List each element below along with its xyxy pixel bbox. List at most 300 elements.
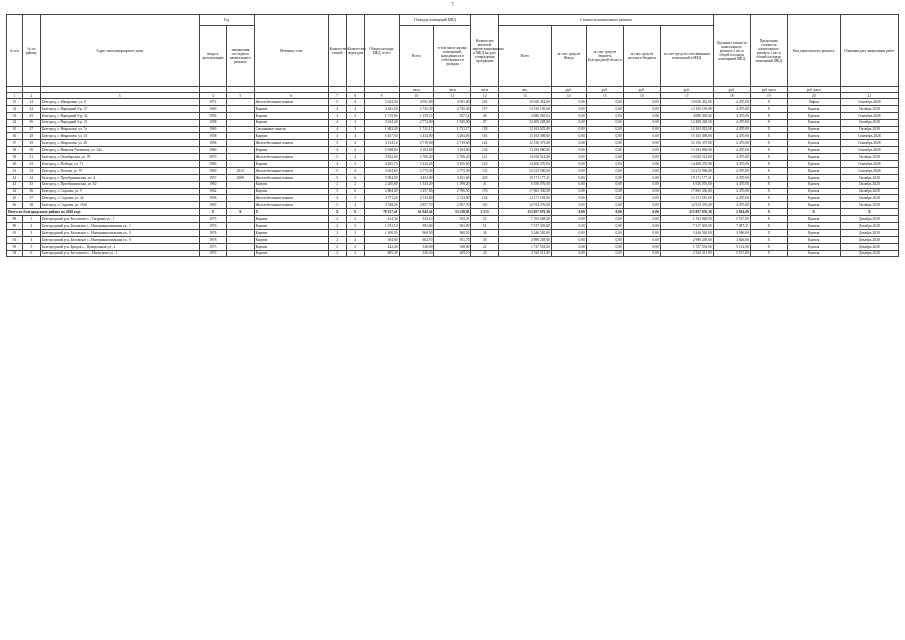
- table-cell: 3: [346, 161, 364, 168]
- table-cell: 4 470,00: [713, 112, 750, 119]
- table-cell: 4 470,00: [713, 195, 750, 202]
- column-number: 17: [660, 93, 713, 99]
- table-cell: Х: [750, 188, 787, 195]
- table-cell: 4 470,00: [713, 167, 750, 174]
- table-cell: Октябрь 2028: [840, 202, 898, 209]
- table-cell: Х: [750, 223, 787, 230]
- table-cell: Кровля: [787, 119, 840, 126]
- table-cell: 4: [328, 119, 346, 126]
- table-cell: 0,00: [586, 140, 623, 147]
- table-cell: 0,00: [623, 243, 660, 250]
- table-cell: Х: [750, 181, 787, 188]
- table-cell: 4: [328, 147, 346, 154]
- table-row: [7, 99, 899, 106]
- table-cell: 0,00: [551, 105, 586, 112]
- table-cell: 4: [328, 126, 346, 133]
- table-cell: 0,00: [623, 154, 660, 161]
- table-cell: 132: [471, 167, 499, 174]
- table-cell: 1 727 554,00: [660, 243, 713, 250]
- table-cell: 35: [22, 181, 40, 188]
- table-cell: Кирпич: [254, 216, 328, 223]
- table-cell: 3 586,00: [713, 229, 750, 236]
- table-cell: 5 457,50: [364, 133, 399, 140]
- table-cell: Белгород, г. Народный б-р, 31: [40, 119, 199, 126]
- table-cell: 1960: [199, 161, 227, 168]
- table-cell: Сентябрь 2028: [840, 112, 898, 119]
- table-cell: 0,00: [551, 119, 586, 126]
- table-cell: 563,80: [434, 223, 471, 230]
- table-cell: 78 157,41: [364, 209, 399, 216]
- header-year-built: ввода в эксплуатацию: [199, 26, 227, 87]
- table-cell: 2 857,70: [399, 202, 434, 209]
- table-cell: 41: [7, 167, 23, 174]
- header-deadline: Плановая дата завершения работ: [840, 15, 898, 87]
- table-cell: Белгород, г. Некрасова, ул. 7а: [40, 126, 199, 133]
- column-number: 9: [364, 93, 399, 99]
- table-cell: Х: [750, 133, 787, 140]
- table-cell: [227, 216, 255, 223]
- table-cell: 384,80: [364, 236, 399, 243]
- table-cell: 4 470,00: [713, 105, 750, 112]
- table-cell: Железобетонные панели: [254, 154, 328, 161]
- table-cell: 4 086 565,02: [498, 112, 551, 119]
- table-cell: 53 318,05: [434, 209, 471, 216]
- table-cell: 1958: [199, 119, 227, 126]
- table-cell: Х: [750, 154, 787, 161]
- table-cell: 4 470,00: [713, 202, 750, 209]
- table-cell: Белгородский р-н, Бессоново с., Гагарина ул., 1: [40, 216, 199, 223]
- table-cell: Х: [750, 140, 787, 147]
- table-cell: Х: [750, 209, 787, 216]
- table-cell: 44: [7, 188, 23, 195]
- table-cell: 4 470,00: [713, 140, 750, 147]
- table-cell: 14 634 514,00: [498, 154, 551, 161]
- table-cell: 116: [471, 202, 499, 209]
- table-cell: 3 548,20: [364, 202, 399, 209]
- table-cell: 5 537,00: [713, 250, 750, 257]
- table-row: [7, 195, 899, 202]
- table-cell: 1960: [199, 105, 227, 112]
- table-cell: 3 014,30: [364, 119, 399, 126]
- table-cell: 2 774,00: [399, 119, 434, 126]
- table-cell: Кирпич: [254, 188, 328, 195]
- table-cell: 3: [346, 195, 364, 202]
- table-cell: Кирпич: [254, 112, 328, 119]
- table-cell: 2 515: [471, 209, 499, 216]
- table-cell: Белгород, г. Садовая, ул. 42: [40, 195, 199, 202]
- table-cell: 7 317 303,00: [498, 223, 551, 230]
- table-cell: 0,00: [623, 140, 660, 147]
- table-cell: 2: [346, 216, 364, 223]
- table-cell: 30: [471, 236, 499, 243]
- table-cell: Х: [346, 209, 364, 216]
- table-cell: Белгородский р-н, Беловское с., Интернациональная ул., 1: [40, 223, 199, 230]
- header-year-group: Год: [199, 15, 254, 26]
- table-cell: Кровля: [787, 243, 840, 250]
- table-cell: Кирпич: [254, 250, 328, 257]
- table-cell: 1972: [199, 99, 227, 106]
- column-number: 14: [551, 93, 586, 99]
- table-cell: 12 171 181,00: [660, 195, 713, 202]
- table-cell: 1 159,10: [399, 112, 434, 119]
- table-cell: 0,00: [586, 223, 623, 230]
- table-cell: 32: [22, 161, 40, 168]
- table-cell: 1962: [199, 188, 227, 195]
- table-cell: Смешанные панели: [254, 126, 328, 133]
- table-cell: 4: [328, 161, 346, 168]
- table-cell: 0,00: [623, 126, 660, 133]
- table-cell: 36: [22, 188, 40, 195]
- table-cell: 0,00: [551, 236, 586, 243]
- header-max-cost: Предельная стоимость капитального ремонта 1 кв. м общей площади помещений МКД: [750, 15, 787, 87]
- table-row: [7, 236, 899, 243]
- table-cell: 0,00: [586, 216, 623, 223]
- table-cell: 0,00: [586, 99, 623, 106]
- table-cell: Кровля: [787, 105, 840, 112]
- table-cell: 4: [346, 99, 364, 106]
- column-number: 8: [346, 93, 364, 99]
- table-cell: 134: [471, 147, 499, 154]
- table-cell: Белгород, г. Народный б-р, 32: [40, 112, 199, 119]
- table-cell: 36: [7, 133, 23, 140]
- table-cell: 90: [7, 223, 23, 230]
- subtotal-row: [7, 209, 899, 216]
- table-cell: 1 072,10: [364, 223, 399, 230]
- table-cell: 2: [328, 216, 346, 223]
- table-cell: 1 763 028,00: [498, 216, 551, 223]
- table-cell: 1958: [199, 195, 227, 202]
- table-cell: 2 980 258,00: [660, 236, 713, 243]
- table-cell: 1975: [199, 216, 227, 223]
- table-cell: 3: [328, 112, 346, 119]
- table-cell: 3 812,80: [364, 154, 399, 161]
- table-cell: 15 165 398,00: [660, 133, 713, 140]
- table-cell: 2 745,30: [399, 105, 434, 112]
- table-cell: 12 914 376,00: [498, 202, 551, 209]
- table-cell: 0,00: [623, 167, 660, 174]
- table-cell: [227, 243, 255, 250]
- header-operator: Вид капитального ремонта: [787, 15, 840, 87]
- table-cell: [227, 229, 255, 236]
- column-number: 7: [328, 93, 346, 99]
- table-cell: 0,00: [586, 154, 623, 161]
- table-cell: 2 200,80: [364, 181, 399, 188]
- table-row: [7, 112, 899, 119]
- table-cell: [227, 236, 255, 243]
- header-total-area: Общая площадь МКД, всего: [364, 15, 399, 87]
- table-cell: 1: [22, 216, 40, 223]
- table-row: [7, 119, 899, 126]
- table-cell: 87: [471, 119, 499, 126]
- table-cell: Сентябрь 2028: [840, 161, 898, 168]
- unit-cell: чел.: [498, 87, 551, 93]
- table-cell: Кровля: [787, 181, 840, 188]
- table-cell: 2: [22, 223, 40, 230]
- table-cell: Железобетонные панели: [254, 195, 328, 202]
- table-cell: 4 625,50: [364, 105, 399, 112]
- table-cell: 36: [471, 229, 499, 236]
- table-cell: 4 205,70: [364, 161, 399, 168]
- table-cell: [227, 112, 255, 119]
- table-cell: Белгород, г. Макаренко, ул. 9: [40, 99, 199, 106]
- table-cell: 0,00: [551, 140, 586, 147]
- table-cell: 13 156 159,00: [660, 105, 713, 112]
- table-cell: 4 470,00: [713, 154, 750, 161]
- table-cell: 3 826,00: [713, 236, 750, 243]
- table-cell: [227, 105, 255, 112]
- table-cell: 2: [346, 243, 364, 250]
- unit-cell: руб.: [586, 87, 623, 93]
- column-number: 11: [434, 93, 471, 99]
- table-cell: Декабрь 2028: [840, 243, 898, 250]
- table-cell: 46: [471, 112, 499, 119]
- table-row: [7, 133, 899, 140]
- table-row: [7, 181, 899, 188]
- table-cell: 0,00: [623, 216, 660, 223]
- table-cell: Х: [750, 202, 787, 209]
- column-number: 13: [498, 93, 551, 99]
- table-cell: Белгород, г. Победы, ул. 71: [40, 161, 199, 168]
- table-cell: Кровля: [787, 112, 840, 119]
- table-cell: 12 163 025,00: [660, 126, 713, 133]
- unit-cell: руб./кв.м: [750, 87, 787, 93]
- table-cell: 92: [7, 236, 23, 243]
- table-cell: 1 763 028,00: [660, 216, 713, 223]
- table-cell: 0,00: [551, 216, 586, 223]
- table-cell: [227, 119, 255, 126]
- table-cell: 4: [346, 167, 364, 174]
- table-cell: 4: [328, 133, 346, 140]
- table-cell: 3 222,20: [399, 161, 434, 168]
- table-cell: 41: [471, 181, 499, 188]
- subtotal-label: Итого по Белгородскому району по 2028 году: [7, 209, 200, 216]
- unit-cell: кв.м: [434, 87, 471, 93]
- table-cell: 31: [7, 99, 23, 106]
- header-cost-owners: за счет средств собственников помещений в МКД: [660, 26, 713, 87]
- table-cell: Белгород, г. Преображенская, ул. 4: [40, 174, 199, 181]
- header-cost-regional: за счет средств бюджета Белгородской области: [586, 26, 623, 87]
- unit-cell: руб./кв.м: [787, 87, 840, 93]
- capital-repair-table: [6, 14, 899, 257]
- table-cell: 5 904,00: [364, 174, 399, 181]
- table-cell: 12 213 566,00: [660, 167, 713, 174]
- table-cell: 0,00: [623, 133, 660, 140]
- table-cell: 12 156 375,00: [660, 140, 713, 147]
- table-cell: 5: [22, 243, 40, 250]
- table-cell: 0,00: [586, 147, 623, 154]
- table-cell: 1959: [199, 202, 227, 209]
- table-cell: 26: [22, 119, 40, 126]
- table-row: [7, 216, 899, 223]
- header-area-group: Площадь помещений МКД: [399, 15, 471, 26]
- table-cell: 19 171 177,21: [498, 174, 551, 181]
- table-cell: Х: [750, 229, 787, 236]
- table-cell: 32: [7, 105, 23, 112]
- unit-cell: руб.: [623, 87, 660, 93]
- table-cell: 0,00: [586, 250, 623, 257]
- table-cell: Кровля: [787, 188, 840, 195]
- header-year-repair: завершения последнего капитального ремонта: [227, 26, 255, 87]
- table-cell: 4 086 565,02: [660, 112, 713, 119]
- table-cell: 414,30: [364, 216, 399, 223]
- table-cell: [227, 126, 255, 133]
- table-cell: 0,00: [623, 112, 660, 119]
- table-cell: 21: [471, 216, 499, 223]
- table-cell: 7 987,31: [713, 223, 750, 230]
- table-cell: 4: [346, 154, 364, 161]
- table-cell: 31: [22, 154, 40, 161]
- table-cell: 2 706,20: [434, 154, 471, 161]
- table-cell: [227, 188, 255, 195]
- table-cell: 157: [471, 105, 499, 112]
- table-cell: 4: [346, 133, 364, 140]
- table-cell: Декабрь 2028: [840, 216, 898, 223]
- table-cell: 17 865 336,00: [498, 188, 551, 195]
- table-cell: Кирпич: [254, 223, 328, 230]
- table-row: [7, 229, 899, 236]
- table-cell: 3: [22, 229, 40, 236]
- table-cell: 3 434,00: [399, 133, 434, 140]
- table-cell: 2 719,60: [434, 140, 471, 147]
- unit-cell: руб.: [551, 87, 586, 93]
- table-cell: Октябрь 2028: [840, 126, 898, 133]
- table-cell: 12 409 228,00: [498, 119, 551, 126]
- table-cell: Железобетонные панели: [254, 174, 328, 181]
- table-cell: Кровля: [787, 223, 840, 230]
- table-cell: 1970: [199, 154, 227, 161]
- table-cell: 2: [328, 236, 346, 243]
- table-cell: Белгород, г. Некрасова, ул. 15: [40, 133, 199, 140]
- table-cell: 0,00: [551, 112, 586, 119]
- table-cell: Кровля: [787, 133, 840, 140]
- table-cell: 0,00: [623, 188, 660, 195]
- header-cost-total: Всего: [498, 26, 551, 87]
- table-cell: Декабрь 2028: [840, 229, 898, 236]
- table-cell: 338,00: [434, 243, 471, 250]
- table-cell: Белгород, г. Преображенская, ул. 62: [40, 181, 199, 188]
- table-cell: Х: [227, 209, 255, 216]
- table-cell: Октябрь 2028: [840, 195, 898, 202]
- table-cell: 0,00: [586, 167, 623, 174]
- table-cell: 34: [7, 119, 23, 126]
- table-cell: 0,00: [586, 188, 623, 195]
- table-cell: 315 857 676,38: [498, 209, 551, 216]
- table-row: [7, 161, 899, 168]
- column-number: 19: [750, 93, 787, 99]
- table-cell: 30: [22, 147, 40, 154]
- table-cell: 4 470,00: [713, 133, 750, 140]
- table-cell: 0,00: [551, 161, 586, 168]
- table-cell: 1976: [199, 250, 227, 257]
- table-cell: 12 409 228,00: [660, 119, 713, 126]
- table-cell: 5: [328, 99, 346, 106]
- header-cost-local: за счет средств местного бюджета: [623, 26, 660, 87]
- table-cell: 2 745,30: [434, 105, 471, 112]
- column-number: 6: [254, 93, 328, 99]
- table-cell: 13 156 159,00: [498, 105, 551, 112]
- table-cell: 2: [346, 181, 364, 188]
- table-cell: 4 470,00: [713, 181, 750, 188]
- table-cell: 4: [346, 147, 364, 154]
- table-cell: 1957: [199, 174, 227, 181]
- table-cell: 2 723,90: [434, 195, 471, 202]
- column-number: 16: [623, 93, 660, 99]
- table-cell: Белгород, г. Николая Чумичова, ул. 24а: [40, 147, 199, 154]
- table-cell: 45: [7, 195, 23, 202]
- table-cell: [227, 140, 255, 147]
- table-cell: 35: [7, 126, 23, 133]
- table-cell: 10 630 452,00: [660, 99, 713, 106]
- table-cell: 0,00: [551, 126, 586, 133]
- table-cell: Х: [750, 216, 787, 223]
- table-cell: Железобетонные панели: [254, 99, 328, 106]
- column-number: 21: [840, 93, 898, 99]
- table-cell: [227, 250, 255, 257]
- table-cell: 5: [328, 174, 346, 181]
- table-cell: Белгород, г. Народный б-р, 57: [40, 105, 199, 112]
- table-cell: Лифты: [787, 99, 840, 106]
- table-cell: 1960: [199, 181, 227, 188]
- table-row: [7, 188, 899, 195]
- table-cell: Кирпич: [254, 147, 328, 154]
- column-number: 2: [22, 93, 40, 99]
- table-cell: [227, 223, 255, 230]
- table-cell: Х: [750, 243, 787, 250]
- table-cell: 5 948,00: [364, 147, 399, 154]
- table-cell: 5: [328, 140, 346, 147]
- table-cell: 1960: [199, 147, 227, 154]
- table-cell: 0,00: [586, 161, 623, 168]
- table-cell: 4 591,00: [434, 99, 471, 106]
- table-cell: Кровля: [787, 202, 840, 209]
- table-cell: Октябрь 2028: [840, 174, 898, 181]
- table-cell: 2: [328, 250, 346, 257]
- table-cell: Кровля: [787, 250, 840, 257]
- table-cell: 0,00: [586, 236, 623, 243]
- column-number: 10: [399, 93, 434, 99]
- table-cell: 12 213 566,00: [498, 167, 551, 174]
- table-cell: 4: [346, 105, 364, 112]
- column-number: 5: [227, 93, 255, 99]
- table-cell: 992,80: [399, 223, 434, 230]
- table-cell: 0,00: [623, 195, 660, 202]
- table-cell: 269,10: [434, 250, 471, 257]
- table-cell: Сентябрь 2028: [840, 147, 898, 154]
- table-cell: 4 470,00: [713, 119, 750, 126]
- table-cell: 20: [471, 250, 499, 257]
- table-cell: 0,00: [586, 209, 623, 216]
- table-cell: Х: [750, 99, 787, 106]
- table-cell: 3 654,60: [364, 167, 399, 174]
- table-cell: 91: [7, 229, 23, 236]
- table-cell: 0,00: [586, 119, 623, 126]
- table-cell: 536,30: [399, 250, 434, 257]
- table-cell: 0,00: [623, 229, 660, 236]
- table-cell: 22: [471, 243, 499, 250]
- table-cell: 2008: [227, 174, 255, 181]
- table-row: [7, 140, 899, 147]
- table-cell: Кровля: [787, 154, 840, 161]
- table-cell: 3 104,00: [434, 147, 471, 154]
- table-cell: 28: [22, 133, 40, 140]
- table-cell: 1960: [199, 167, 227, 174]
- table-cell: 4: [346, 202, 364, 209]
- header-area-total: Всего: [399, 26, 434, 87]
- column-number: 4: [199, 93, 227, 99]
- table-cell: 40: [7, 161, 23, 168]
- table-cell: Х: [750, 195, 787, 202]
- table-body: [7, 99, 899, 257]
